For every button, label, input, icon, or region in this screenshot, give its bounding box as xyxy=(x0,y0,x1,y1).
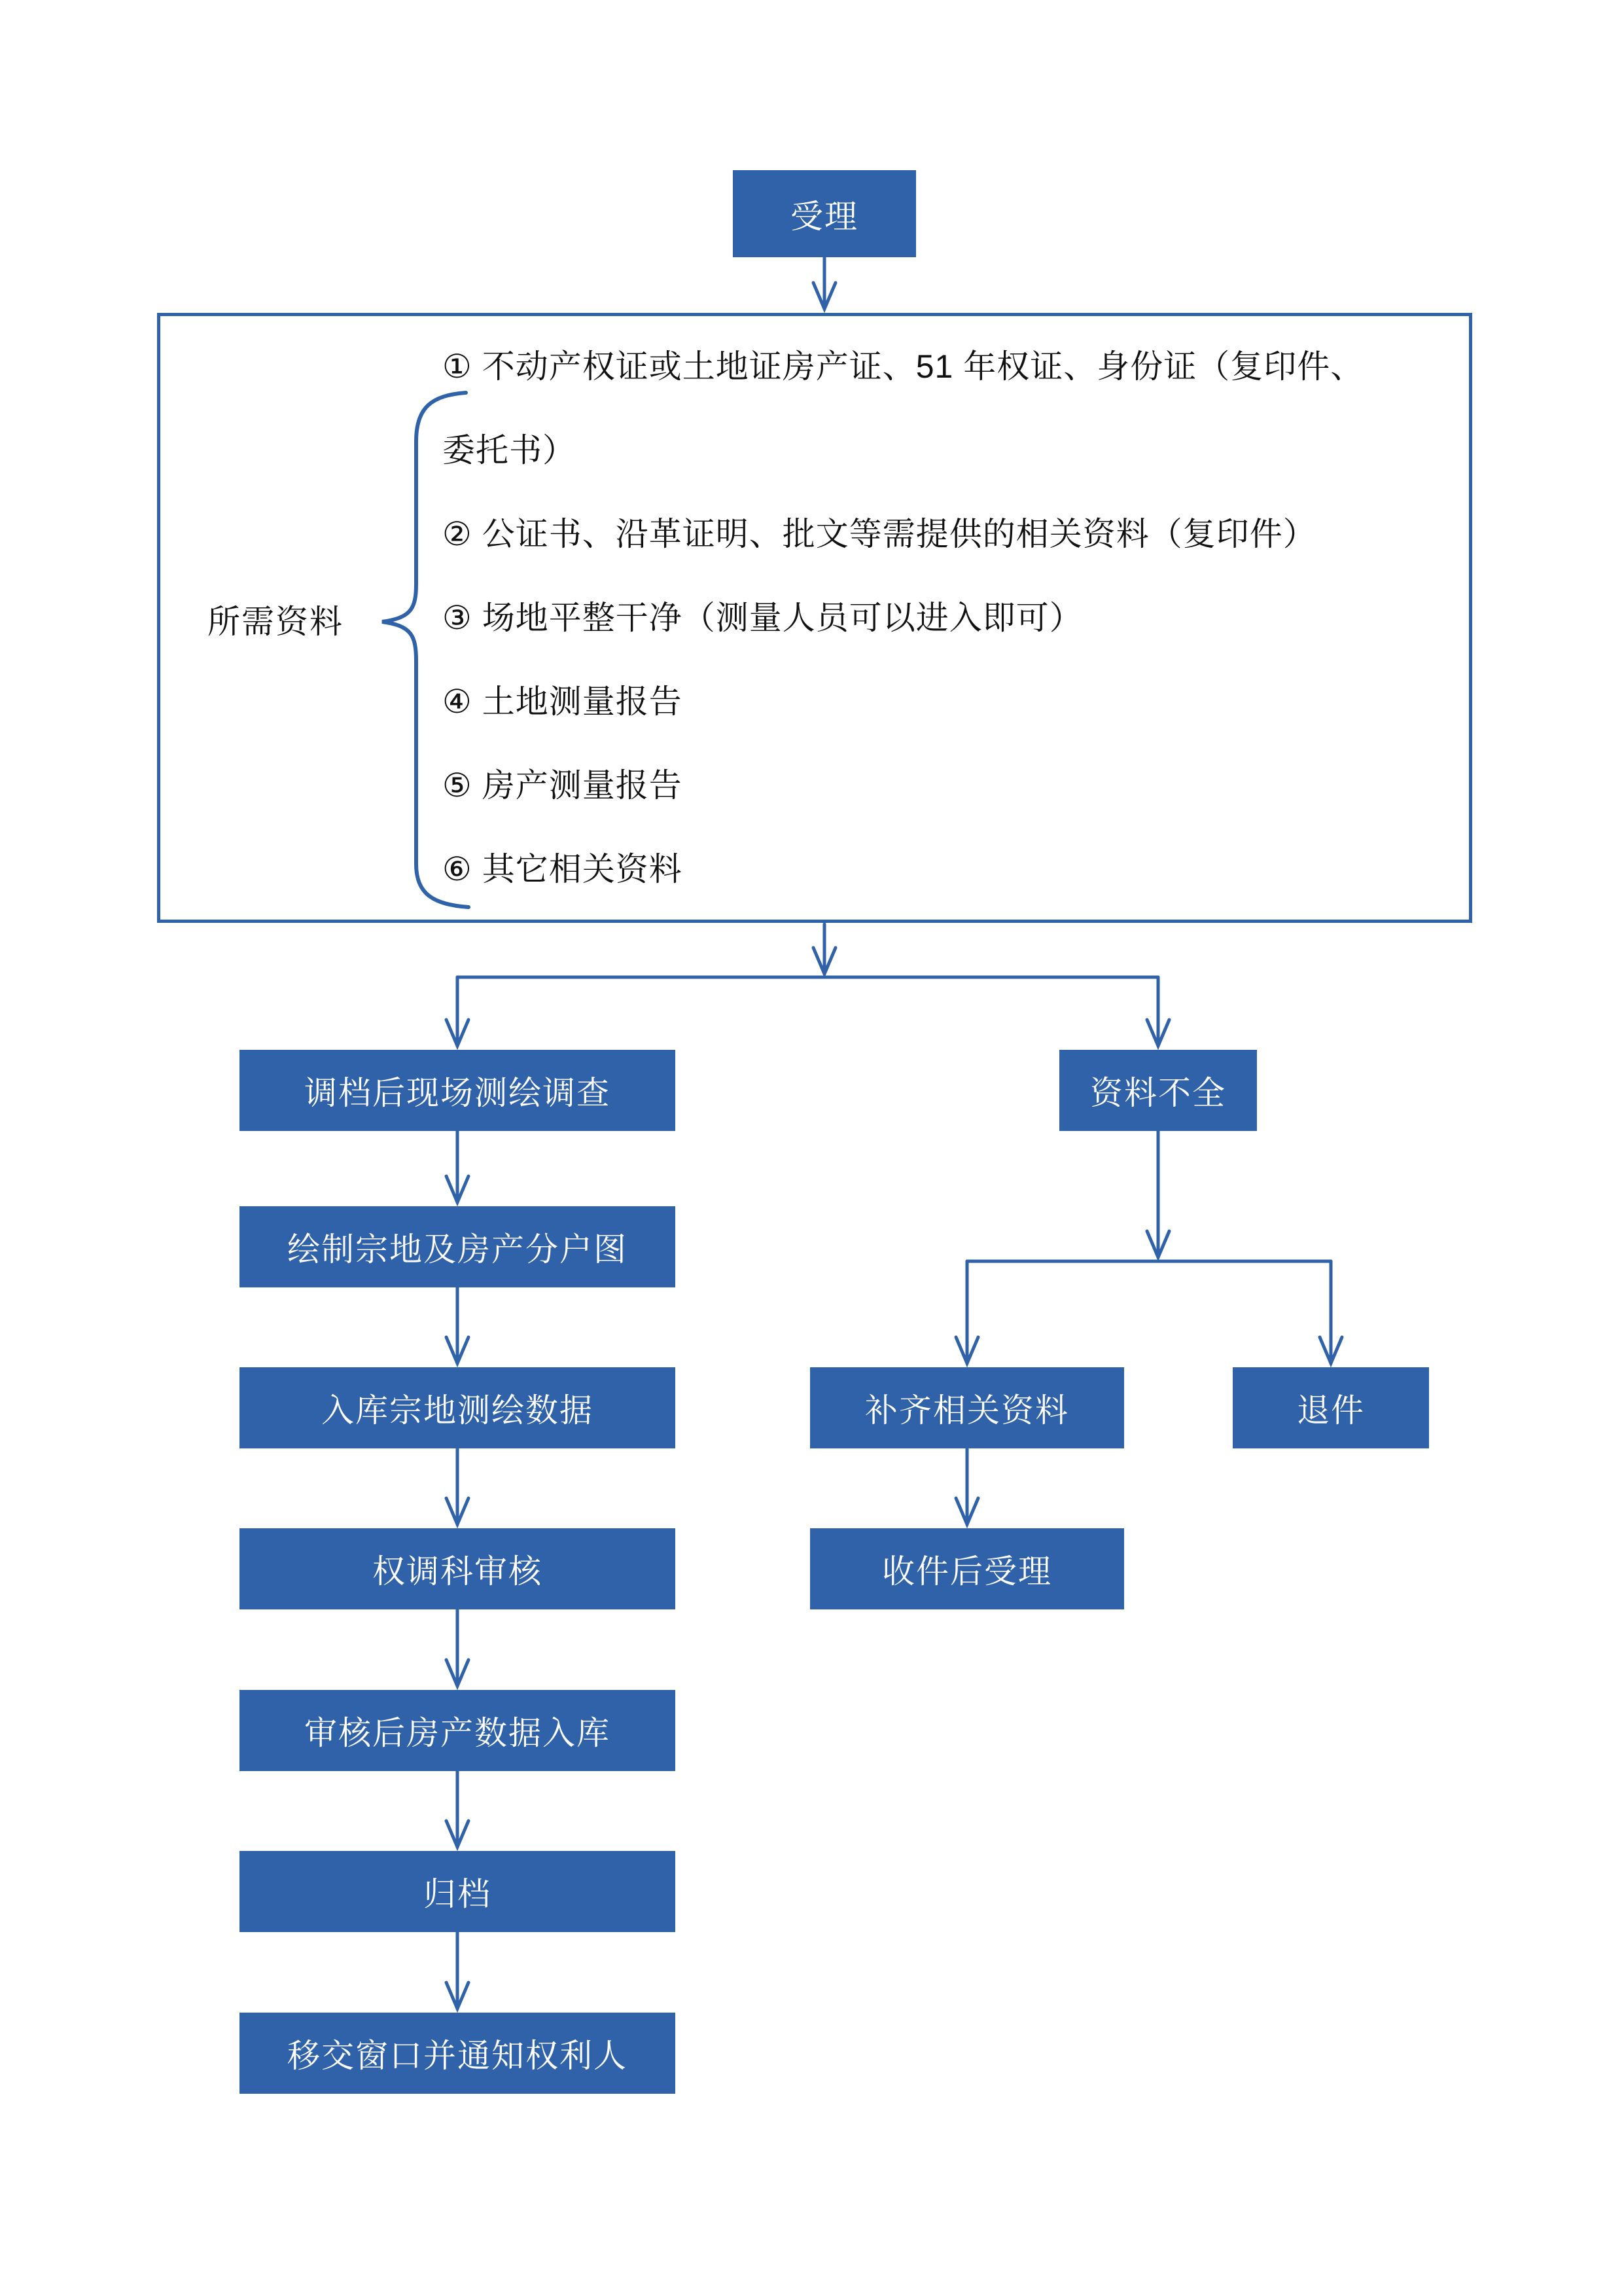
connector-datastore-to-archive xyxy=(446,1771,468,1847)
materials-label: 所需资料 xyxy=(207,603,344,640)
connector-split2-to-reject xyxy=(1320,1261,1342,1363)
node-reaccept: 收件后受理 xyxy=(810,1528,1124,1609)
connector-split2-to-supplement xyxy=(956,1261,978,1363)
node-reject: 退件 xyxy=(1233,1367,1429,1448)
connector-supplement-to-reaccept xyxy=(956,1448,978,1524)
materials-item-2: ② 公证书、沿革证明、批文等需提供的相关资料（复印件） xyxy=(442,516,1316,552)
connector-incomplete-to-split2 xyxy=(967,1131,1331,1261)
node-field-survey: 调档后现场测绘调查 xyxy=(239,1050,675,1131)
node-handover-notify: 移交窗口并通知权利人 xyxy=(239,2013,675,2094)
materials-item-4: ④ 土地测量报告 xyxy=(442,683,682,720)
connector-draw-to-store xyxy=(446,1287,468,1363)
materials-item-1-line-2: 委托书） xyxy=(442,432,576,469)
connector-review-to-datastore xyxy=(446,1609,468,1686)
node-store-survey-data: 入库宗地测绘数据 xyxy=(239,1367,675,1448)
connector-split-to-survey xyxy=(446,977,468,1046)
node-incomplete-materials: 资料不全 xyxy=(1059,1050,1257,1131)
connector-split-to-incomplete xyxy=(1147,977,1169,1046)
connector-store-to-review xyxy=(446,1448,468,1524)
node-archive: 归档 xyxy=(239,1851,675,1932)
connector-materials-to-split xyxy=(457,924,1158,977)
materials-item-5: ⑤ 房产测量报告 xyxy=(442,767,682,804)
node-supplement-materials: 补齐相关资料 xyxy=(810,1367,1124,1448)
connector-archive-to-handover xyxy=(446,1932,468,2009)
connector-accept-to-materials xyxy=(813,257,836,309)
materials-item-6: ⑥ 其它相关资料 xyxy=(442,851,682,888)
node-accept: 受理 xyxy=(733,170,916,257)
node-store-housing-data: 审核后房产数据入库 xyxy=(239,1690,675,1771)
materials-item-3: ③ 场地平整干净（测量人员可以进入即可） xyxy=(442,600,1083,636)
node-rights-review: 权调科审核 xyxy=(239,1528,675,1609)
materials-item-1-line-1: ① 不动产权证或土地证房产证、51 年权证、身份证（复印件、 xyxy=(442,348,1364,385)
connector-survey-to-draw xyxy=(446,1131,468,1202)
node-draw-parcel-map: 绘制宗地及房产分户图 xyxy=(239,1206,675,1287)
